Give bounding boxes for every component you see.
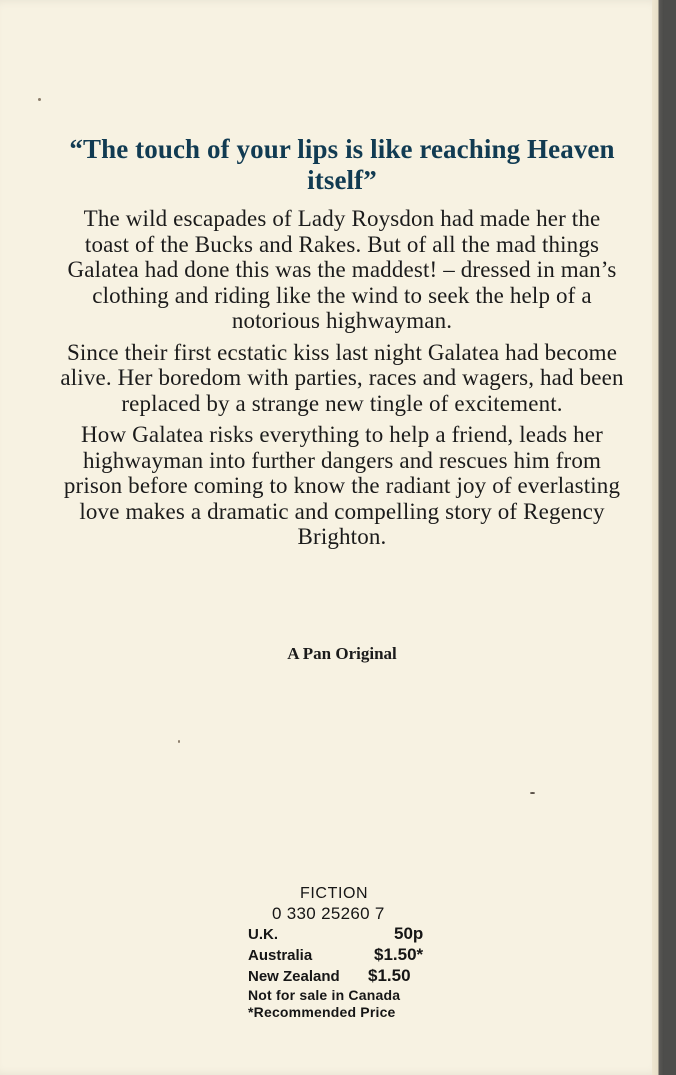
- blurb-paragraph: How Galatea risks everything to help a friend, leads her highwayman into further dangers and rescues him from prison before coming to know the radiant joy of everlasting love makes a dramatic and compelling story of Regency Brighton.: [63, 422, 621, 549]
- genre-label: FICTION: [300, 885, 369, 902]
- price-amount: $1.50: [368, 966, 411, 985]
- price-row: [248, 945, 448, 966]
- recommended-price-note: *Recommended Price: [248, 1004, 396, 1020]
- blurb-paragraph: Since their first ecstatic kiss last night Galatea had become alive. Her boredom with parties, races and wagers, had been replaced by a strange new tingle of excitement.: [60, 339, 624, 416]
- cover-edge: [652, 0, 664, 1075]
- publisher-note: A Pan Original: [287, 644, 397, 663]
- paper-speck: [38, 98, 41, 101]
- isbn-number: 0 330 25260 7: [272, 904, 385, 923]
- sale-restriction-note: Not for sale in Canada: [248, 987, 401, 1003]
- price-row: [248, 966, 448, 987]
- price-region: U.K.: [248, 926, 278, 943]
- price-region: New Zealand: [248, 968, 340, 985]
- price-amount: 50p: [394, 924, 424, 943]
- tagline: “The touch of your lips is like reaching Heaven itself”: [69, 134, 615, 195]
- price-row: [248, 924, 448, 945]
- price-block: [248, 884, 448, 1021]
- blurb: [60, 206, 624, 556]
- price-region: Australia: [248, 947, 313, 964]
- blurb-paragraph: The wild escapades of Lady Roysdon had made her the toast of the Bucks and Rakes. But of all the mad things Galatea had done this was the maddest! – dressed in man’s clothing and riding like the wind to seek the help of a notorious highwayman.: [67, 206, 617, 333]
- price-amount: $1.50*: [374, 945, 424, 964]
- paper-speck: [530, 792, 535, 794]
- paper-speck: [178, 740, 180, 743]
